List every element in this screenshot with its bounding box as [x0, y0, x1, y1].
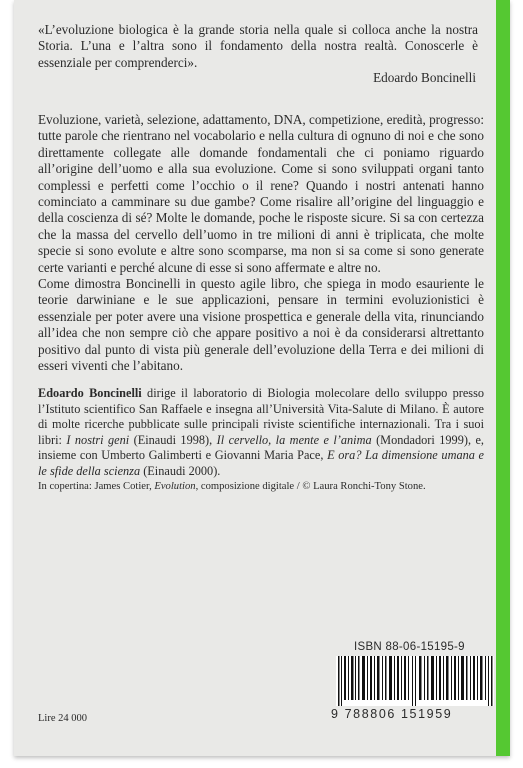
book-title: E ora? La dimensione umana e le sfide della scienza — [38, 448, 485, 478]
author-bio-paragraph: Edoardo Boncinelli dirige il laboratorio di Biologia molecolare dello sviluppo presso l’Istituto scientifico San Raffaele e insegna all’Università Vita-Salute di Milano. È autore di molte ricerche pubblicate sulle principali riviste scientifiche internazionali. Tra i suoi libri: I nostri geni (Einaudi 1998), Il cervello, la mente e l’anima (Mondadori 1999), e, insieme con Umberto Galimberti e Giovanni Maria Pace, E ora? La dimensione umana e le sfide della scienza (Einaudi 2000). — [38, 386, 485, 478]
author-bio — [38, 386, 484, 479]
cover-credits: In copertina: James Cotier, Evolution, composizione digitale / © Laura Ronchi-Tony Stone. — [38, 481, 426, 492]
blurb-paragraph: Come dimostra Boncinelli in questo agile libro, che spiega in modo esauriente le teorie darwiniane e le sue applicazioni, pensare in termini evoluzionistici è essenziale per poter avere una visione prospettica e generale della vita, rinunciando all’idea che non sempre ciò che appare positivo a noi è da considerarsi altrettanto positivo dal punto di vista più generale dell’evoluzione della Terra e dei milioni di esseri viventi che l’abitano. — [38, 276, 484, 374]
green-spine-edge — [496, 0, 510, 756]
quote-text: «L’evoluzione biologica è la grande storia nella quale si colloca anche la nostra Storia. L’una e l’altra sono il fondamento della nostra realtà. Conoscerle è essenziale per comprenderci». — [38, 22, 478, 70]
price-label: Lire 24 000 — [38, 713, 87, 724]
blurb-text — [38, 112, 484, 375]
blurb-paragraph: Evoluzione, varietà, selezione, adattamento, DNA, competizione, eredità, progresso: tutte parole che rientrano nel vocabolario e nella cultura di ognuno di noi e che sono direttamente collegate alle domande fondamentali che ci poniamo riguardo all’origine dell’uomo e alla sua evoluzione. Come si sono sviluppati organi tanto complessi e perfetti come l’occhio o il rene? Quando i nostri antenati hanno cominciato a camminare su due gambe? Come risalire all’origine del linguaggio e della coscienza di sé? Molte le domande, poche le risposte sicure. Si sa con certezza che la massa del cervello dell’uomo in tre milioni di anni è triplicata, che molte specie si sono evolute e altre sono scomparse, ma non si sa come si sono generate certe varianti e perché alcune di esse si sono affermate e altre no. — [38, 112, 485, 275]
barcode-icon — [336, 656, 494, 706]
book-title: I nostri geni — [66, 432, 130, 447]
isbn-label: ISBN 88-06-15195-9 — [354, 641, 465, 653]
quote-author: Edoardo Boncinelli — [373, 70, 476, 85]
barcode-digits: 9 788806 151959 — [331, 707, 453, 721]
book-title: Il cervello, la mente e l’anima — [216, 432, 372, 447]
book-back-cover — [14, 0, 510, 756]
author-bio-name: Edoardo Boncinelli — [38, 386, 142, 400]
